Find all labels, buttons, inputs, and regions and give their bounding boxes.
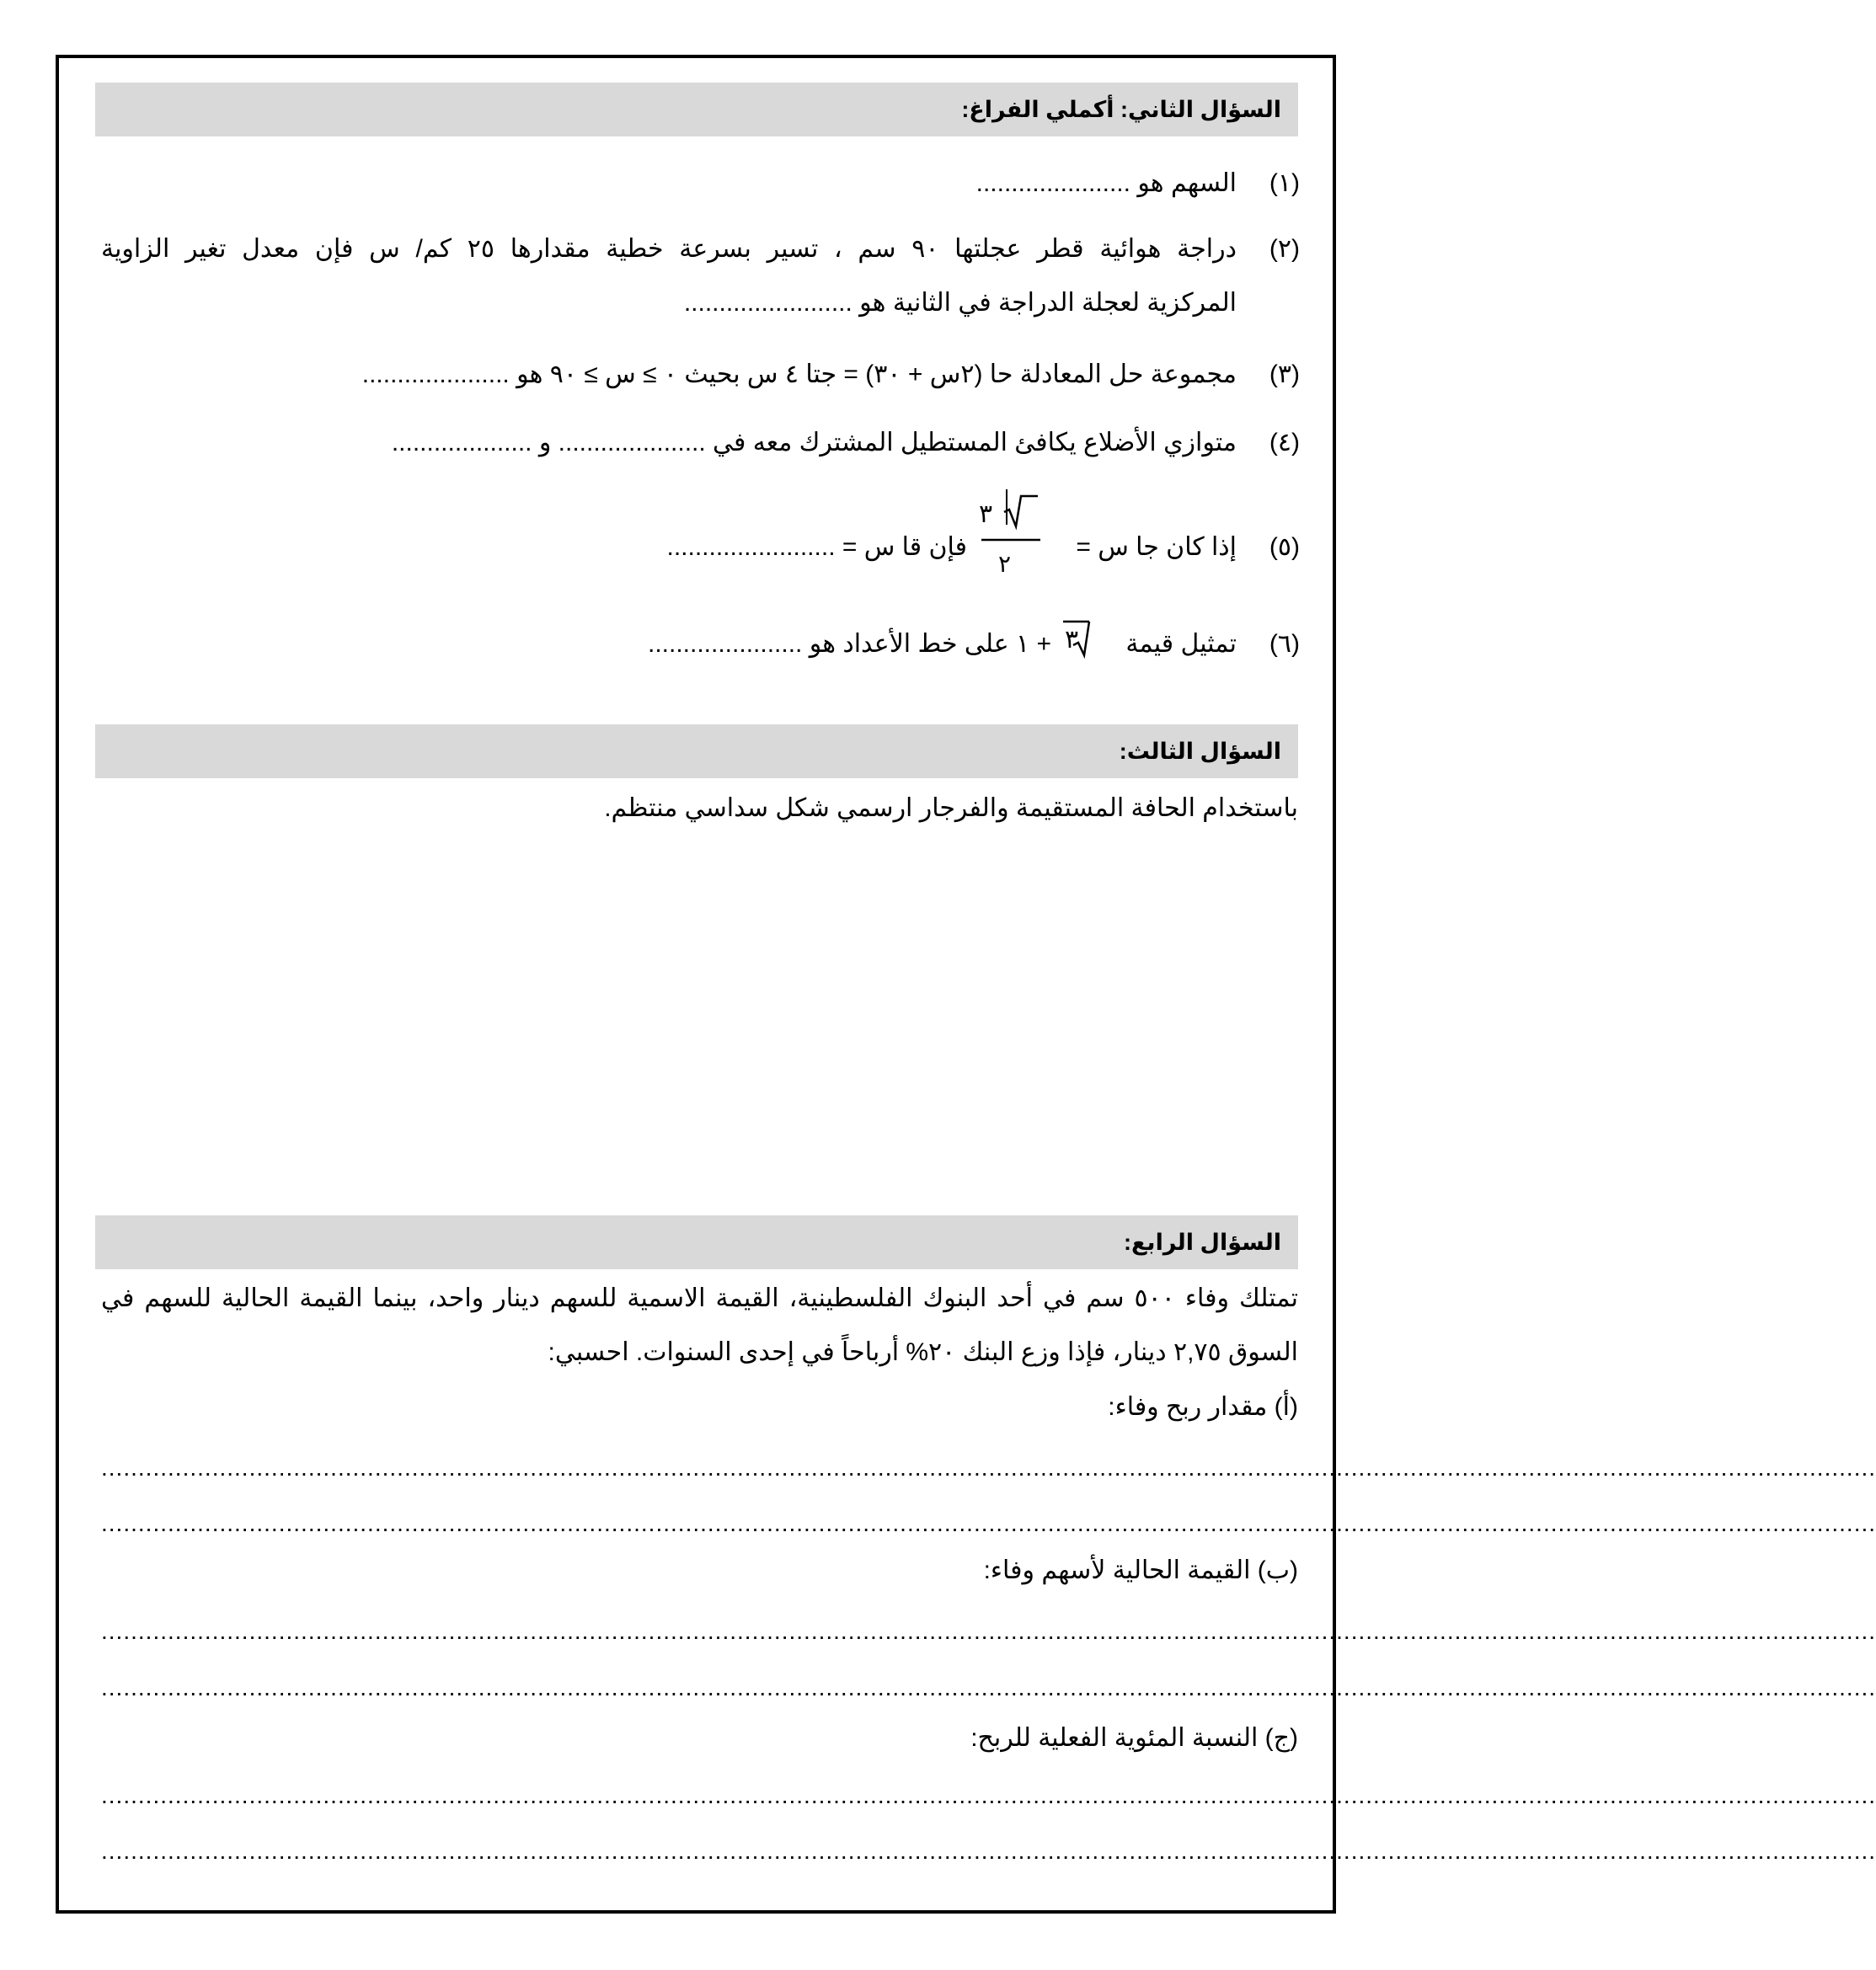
item-6-after: + ١ على خط الأعداد هو ......................: [648, 630, 1051, 658]
item-3-number: (٣): [1269, 360, 1300, 388]
question-4-line-2: السوق ٢,٧٥ دينار، فإذا وزع البنك ٢٠% أرباحاً في إحدى السنوات. احسبي:: [548, 1338, 1298, 1366]
item-2-line-1: دراجة هوائية قطر عجلتها ٩٠ سم ، تسير بسرعة خطية مقدارها ٢٥ كم/ س فإن معدل تغير الزاوية: [101, 235, 1237, 263]
item-6-before: تمثيل قيمة: [1125, 630, 1237, 658]
answer-line[interactable]: ................................................................................................................................................................................................................................................: [101, 1618, 1876, 1644]
item-5-number: (٥): [1269, 533, 1300, 561]
item-4-text: متوازي الأضلاع يكافئ المستطيل المشترك معه في ..................... و ....................: [391, 429, 1237, 456]
radical-bracket: [1006, 489, 1007, 525]
item-3-text: مجموعة حل المعادلة حا (٢س + ٣٠) = جتا ٤ س بحيث ٠ ≥ س ≥ ٩٠ هو .....................: [361, 360, 1237, 388]
item-5-after: فإن قا س = ........................: [666, 533, 967, 561]
item-2-number: (٢): [1269, 235, 1300, 263]
answer-line[interactable]: ................................................................................................................................................................................................................................................: [101, 1510, 1876, 1536]
item-1-number: (١): [1269, 169, 1300, 197]
item-1-text: السهم هو ......................: [975, 169, 1237, 197]
question-3-header: [95, 724, 1298, 778]
answer-line[interactable]: ................................................................................................................................................................................................................................................: [101, 1782, 1876, 1808]
item-6-number: (٦): [1269, 630, 1300, 658]
radicand: ٣: [1065, 626, 1079, 654]
question-2-title: السؤال الثاني: أكملي الفراغ:: [961, 97, 1281, 122]
question-4-line-1: تمتلك وفاء ٥٠٠ سم في أحد البنوك الفلسطينية، القيمة الاسمية للسهم دينار واحد، بينما القيمة الحالية للسهم في: [101, 1284, 1298, 1312]
part-a-label: (أ) مقدار ربح وفاء:: [1108, 1393, 1298, 1421]
answer-line[interactable]: ................................................................................................................................................................................................................................................: [101, 1674, 1876, 1700]
item-5-before: إذا كان جا س =: [1076, 533, 1237, 561]
part-b-label: (ب) القيمة الحالية لأسهم وفاء:: [983, 1556, 1298, 1584]
item-4-number: (٤): [1269, 429, 1300, 456]
item-2-line-2: المركزية لعجلة الدراجة في الثانية هو ........................: [683, 289, 1237, 317]
question-2-header: [95, 83, 1298, 136]
fraction-sqrt3-over-2: [977, 484, 1045, 585]
question-3-text: باستخدام الحافة المستقيمة والفرجار ارسمي شكل سداسي منتظم.: [604, 794, 1298, 822]
answer-line[interactable]: ................................................................................................................................................................................................................................................: [101, 1838, 1876, 1864]
answer-line[interactable]: ................................................................................................................................................................................................................................................: [101, 1455, 1876, 1481]
fraction-denominator: ٢: [998, 551, 1012, 577]
sqrt-3: [1060, 615, 1110, 665]
fraction-numerator: ٣: [979, 500, 993, 528]
part-c-label: (ج) النسبة المئوية الفعلية للربح:: [970, 1724, 1298, 1752]
question-3-title: السؤال الثالث:: [1119, 739, 1281, 764]
question-4-title: السؤال الرابع:: [1124, 1230, 1281, 1255]
question-4-header: [95, 1215, 1298, 1269]
